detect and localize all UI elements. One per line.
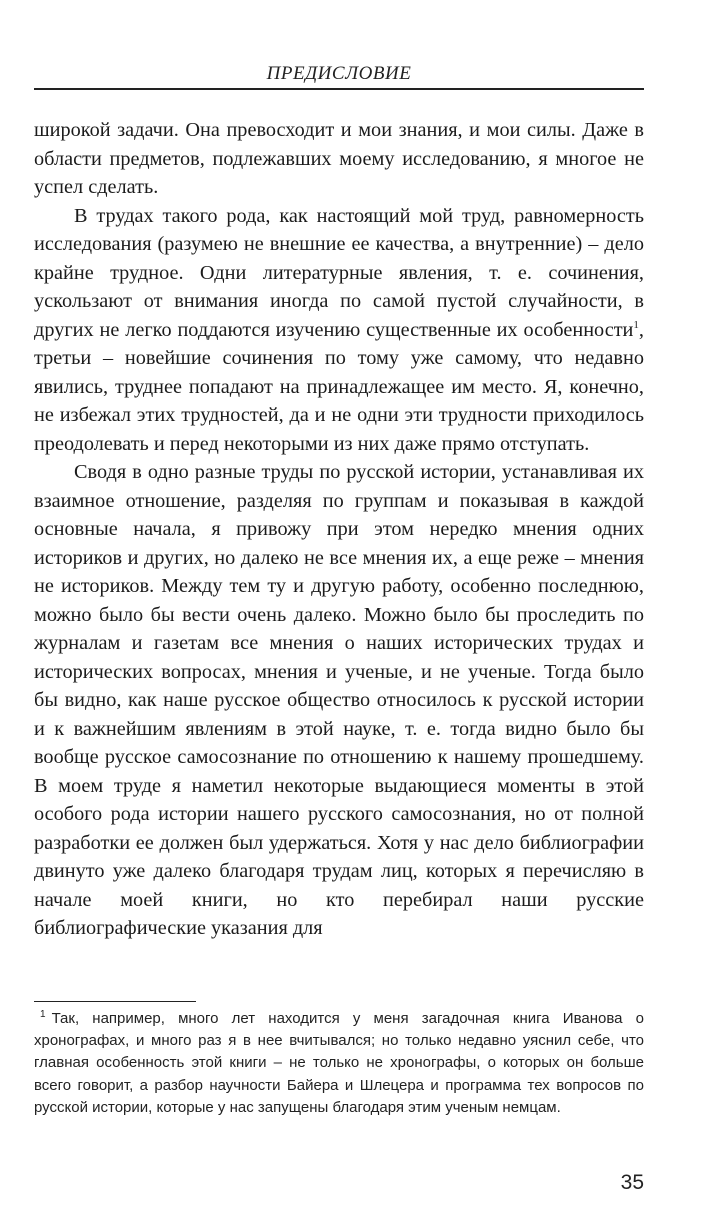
footnote-text: Так, например, много лет находится у меня загадочная книга Иванова о хронографах, и много раз я в нее вчитывался; но только недавно уяснил себе, что главная особенность этой книги – не только не хронографы, о которых он больше всего говорит, а разбор научности Байера и Шлецера и программа тех вопросов по русской истории, которые у нас запущены благодаря этим ученым немцам. xyxy=(34,1010,644,1116)
paragraph-1: широкой задачи. Она превосходит и мои знания, и мои силы. Даже в области предметов, подлежавших моему исследованию, я многое не успел сделать. xyxy=(34,119,644,198)
footnote-marker: 1 xyxy=(40,1009,46,1020)
footnote-rule xyxy=(34,1001,196,1002)
header-rule xyxy=(34,88,644,90)
footnote xyxy=(34,1008,644,1119)
page-number: 35 xyxy=(620,1171,644,1194)
paragraph-2-text: В трудах такого рода, как настоящий мой труд, равномерность исследования (разумею не внешние ее качества, а внутренние) – дело крайне трудное. Одни литературные явления, т. е. сочинения, ускользают от внимания иногда по самой пустой случайности, в других не легко поддаются изучению существенные их особенности xyxy=(34,204,644,341)
main-text xyxy=(34,116,644,943)
footnote-reference[interactable]: 1 xyxy=(633,318,639,331)
paragraph-3: Сводя в одно разные труды по русской истории, устанавливая их взаимное отношение, разделяя по группам и показывая в каждой основные начала, я привожу при этом нередко мнения одних историков и других, но далеко не все мнения их, а еще реже – мнения не историков. Между тем ту и другую работу, особенно последнюю, можно было бы вести очень далеко. Можно было бы проследить по журналам и газетам все мнения о наших исторических трудах и исторических вопросах, мнения и ученые, и не ученые. Тогда было бы видно, как наше русское общество относилось к русской истории и к важнейшим явлениям в этой науке, т. е. тогда видно было бы вообще русское самосознание по отношению к нашему прошедшему. В моем труде я наметил некоторые выдающиеся моменты в этой особого рода истории нашего русского самосознания, но от полной разработки ее должен был удержаться. Хотя у нас дело библиографии двинуто уже далеко благодаря трудам лиц, которых я перечисляю в начале моей книги, но кто перебирал наши русские библиографические указания для xyxy=(34,461,644,939)
running-header: ПРЕДИСЛОВИЕ xyxy=(266,63,412,84)
paragraph-2 xyxy=(34,202,644,459)
paragraph-2-continuation: , третьи – новейшие сочинения по тому уже самому, что недавно явились, труднее попадают на принадлежащее им место. Я, конечно, не избежал этих трудностей, да и не одни эти трудности приходилось преодолевать и перед некоторыми из них даже прямо отступать. xyxy=(34,318,644,455)
